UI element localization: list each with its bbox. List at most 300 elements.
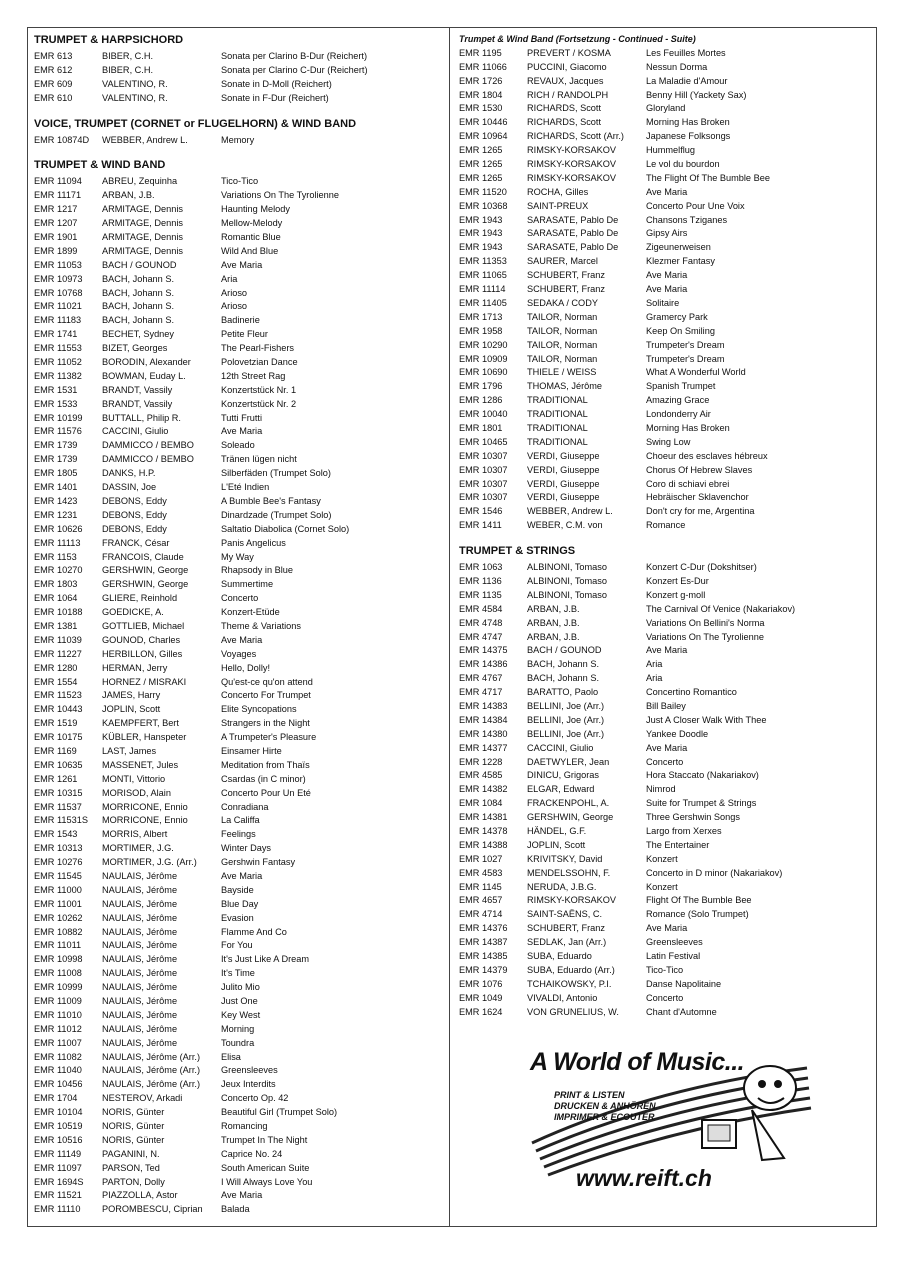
composer: HÄNDEL, G.F. — [527, 826, 587, 836]
composer: TRADITIONAL — [527, 422, 588, 433]
catalog-row — [459, 617, 869, 631]
title: Spanish Trumpet — [646, 381, 716, 392]
catalog-number: EMR 10443 — [34, 704, 83, 715]
catalog-number: EMR 10909 — [459, 353, 508, 364]
catalog-number: EMR 1423 — [34, 495, 78, 506]
catalog-row — [459, 311, 869, 325]
catalog-row — [34, 50, 444, 64]
catalog-number: EMR 1064 — [34, 593, 78, 604]
catalog-row — [34, 1176, 444, 1190]
composer: RICHARDS, Scott — [527, 103, 602, 114]
catalog-number: EMR 14384 — [459, 714, 508, 725]
catalog-number: EMR 1265 — [459, 159, 503, 170]
title: Theme & Variations — [221, 620, 301, 631]
catalog-number: EMR 4767 — [459, 673, 503, 684]
catalog-row — [34, 453, 444, 467]
catalog-number: EMR 10307 — [459, 478, 508, 489]
catalog-row — [459, 603, 869, 617]
title: Amazing Grace — [646, 395, 710, 406]
section-heading: TRUMPET & STRINGS — [459, 545, 576, 558]
catalog-number: EMR 11171 — [34, 190, 82, 201]
composer: PREVERT / KOSMA — [527, 47, 611, 58]
catalog-row — [34, 425, 444, 439]
composer: BACH / GOUNOD — [527, 645, 602, 656]
catalog-number: EMR 11000 — [34, 884, 82, 895]
composer: GOTTLIEB, Michael — [102, 620, 185, 631]
catalog-number: EMR 14381 — [459, 812, 508, 823]
composer: SCHUBERT, Franz — [527, 284, 605, 295]
composer: JAMES, Harry — [102, 690, 161, 701]
catalog-row — [459, 825, 869, 839]
composer: TAILOR, Norman — [527, 339, 598, 350]
catalog-row — [34, 370, 444, 384]
catalog-number: EMR 10104 — [34, 1107, 83, 1118]
catalog-row — [34, 134, 444, 148]
catalog-row — [34, 1051, 444, 1065]
catalog-number: EMR 1135 — [459, 589, 502, 600]
composer: TRADITIONAL — [527, 395, 588, 406]
catalog-row — [34, 1092, 444, 1106]
title: It's Just Like A Dream — [221, 954, 310, 965]
catalog-row — [459, 422, 869, 436]
catalog-row — [459, 144, 869, 158]
catalog-number: EMR 11382 — [34, 370, 82, 381]
catalog-number: EMR 1958 — [459, 325, 503, 336]
composer: NAULAIS, Jérôme (Arr.) — [102, 1051, 201, 1062]
catalog-number: EMR 10998 — [34, 954, 83, 965]
composer: VERDI, Giuseppe — [527, 464, 600, 475]
title: Beautiful Girl (Trumpet Solo) — [221, 1107, 338, 1118]
catalog-number: EMR 1530 — [459, 103, 503, 114]
title: Jeux Interdits — [221, 1079, 276, 1090]
catalog-row — [34, 1106, 444, 1120]
catalog-row — [459, 992, 869, 1006]
catalog-row — [459, 881, 869, 895]
catalog-row — [459, 922, 869, 936]
catalog-row — [459, 366, 869, 380]
title: Ave Maria — [646, 186, 688, 197]
catalog-row — [34, 551, 444, 565]
catalog-number: EMR 10964 — [459, 131, 508, 142]
catalog-row — [34, 620, 444, 634]
title: The Flight Of The Bumble Bee — [646, 172, 770, 183]
composer: BELLINI, Joe (Arr.) — [527, 728, 605, 739]
composer: BIZET, Georges — [102, 343, 168, 354]
catalog-number: EMR 11039 — [34, 634, 82, 645]
composer: VERDI, Giuseppe — [527, 450, 600, 461]
catalog-row — [34, 884, 444, 898]
composer: MORTIMER, J.G. (Arr.) — [102, 857, 197, 868]
title: Morning Has Broken — [646, 117, 730, 128]
composer: RIMSKY-KORSAKOV — [527, 172, 617, 183]
catalog-number: EMR 11001 — [34, 898, 82, 909]
catalog-row — [34, 967, 444, 981]
catalog-row — [459, 742, 869, 756]
catalog-number: EMR 11523 — [34, 690, 82, 701]
catalog-row — [34, 662, 444, 676]
composer: VIVALDI, Antonio — [527, 992, 598, 1003]
composer: JOPLIN, Scott — [102, 704, 161, 715]
catalog-row — [459, 644, 869, 658]
composer: LAST, James — [102, 745, 157, 756]
title: A Trumpeter's Pleasure — [221, 732, 317, 743]
title: La Maladie d'Amour — [646, 75, 728, 86]
title: Choeur des esclaves hébreux — [646, 450, 768, 461]
title: Meditation from Thaïs — [221, 759, 310, 770]
title: Wild And Blue — [221, 245, 279, 256]
catalog-number: EMR 1169 — [34, 745, 77, 756]
composer: TAILOR, Norman — [527, 325, 598, 336]
title: Voyages — [221, 648, 257, 659]
catalog-row — [459, 339, 869, 353]
composer: FRANCK, César — [102, 537, 170, 548]
title: Qu'est-ce qu'on attend — [221, 676, 313, 687]
composer: BACH, Johann S. — [102, 273, 175, 284]
catalog-number: EMR 11531S — [34, 815, 88, 826]
title: Haunting Melody — [221, 204, 290, 215]
catalog-row — [34, 175, 444, 189]
title: Ave Maria — [221, 634, 263, 645]
catalog-number: EMR 10368 — [459, 200, 508, 211]
composer: WEBBER, Andrew L. — [527, 506, 613, 517]
title: Konzert g-moll — [646, 589, 706, 600]
catalog-row — [34, 1037, 444, 1051]
composer: NAULAIS, Jérôme — [102, 926, 178, 937]
title: Csardas (in C minor) — [221, 773, 306, 784]
catalog-number: EMR 1063 — [459, 562, 503, 573]
catalog-number: EMR 14377 — [459, 742, 508, 753]
catalog-number: EMR 14379 — [459, 964, 508, 975]
composer: MONTI, Vittorio — [102, 773, 166, 784]
catalog-row — [459, 75, 869, 89]
title: Chant d'Automne — [646, 1006, 717, 1017]
composer: SAINT-PREUX — [527, 200, 589, 211]
catalog-row — [34, 342, 444, 356]
catalog-number: EMR 1943 — [459, 242, 503, 253]
catalog-row — [34, 1148, 444, 1162]
catalog-number: EMR 610 — [34, 92, 73, 103]
catalog-row — [34, 314, 444, 328]
catalog-number: EMR 1381 — [34, 620, 78, 631]
composer: ARMITAGE, Dennis — [102, 204, 184, 215]
composer: NAULAIS, Jérôme (Arr.) — [102, 1065, 201, 1076]
composer: RICHARDS, Scott (Arr.) — [527, 131, 624, 142]
title: Gramercy Park — [646, 311, 708, 322]
title: L'Eté Indien — [221, 482, 270, 493]
section-heading: VOICE, TRUMPET (CORNET or FLUGELHORN) & WIND BAND — [34, 117, 357, 130]
catalog-row — [34, 689, 444, 703]
catalog-row — [459, 936, 869, 950]
composer: KRIVITSKY, David — [527, 853, 603, 864]
title: Concerto — [221, 593, 259, 604]
section-heading: TRUMPET & WIND BAND — [34, 159, 166, 172]
catalog-row — [459, 269, 869, 283]
catalog-number: EMR 11007 — [34, 1037, 82, 1048]
catalog-row — [34, 842, 444, 856]
catalog-row — [34, 801, 444, 815]
catalog-row — [34, 189, 444, 203]
composer: RIMSKY-KORSAKOV — [527, 145, 617, 156]
title: Memory — [221, 134, 255, 145]
catalog-row — [459, 756, 869, 770]
composer: KAEMPFERT, Bert — [102, 718, 179, 729]
title: Hummelflug — [646, 145, 696, 156]
title: Trumpeter's Dream — [646, 353, 725, 364]
catalog-number: EMR 11008 — [34, 968, 82, 979]
composer: RICH / RANDOLPH — [527, 89, 609, 100]
composer: KÜBLER, Hanspeter — [102, 732, 187, 743]
composer: TAILOR, Norman — [527, 353, 598, 364]
catalog-row — [459, 353, 869, 367]
title: Ave Maria — [646, 645, 688, 656]
catalog-row — [459, 464, 869, 478]
title: It's Time — [221, 968, 255, 979]
title: Aria — [221, 273, 238, 284]
composer: ARMITAGE, Dennis — [102, 245, 184, 256]
composer: MORRICONE, Ennio — [102, 815, 188, 826]
logo-url: www.reift.ch — [576, 1165, 712, 1191]
catalog-number: EMR 10516 — [34, 1134, 83, 1145]
title: Nimrod — [646, 784, 676, 795]
composer: BOWMAN, Euday L. — [102, 370, 186, 381]
catalog-row — [34, 939, 444, 953]
title: Konzertstück Nr. 2 — [221, 398, 297, 409]
catalog-row — [34, 926, 444, 940]
title: Swing Low — [646, 436, 691, 447]
catalog-row — [459, 297, 869, 311]
composer: BORODIN, Alexander — [102, 357, 191, 368]
composer: ALBINONI, Tomaso — [527, 575, 607, 586]
composer: DINICU, Grigoras — [527, 770, 599, 781]
catalog-number: EMR 11520 — [459, 186, 507, 197]
composer: RIMSKY-KORSAKOV — [527, 159, 617, 170]
catalog-row — [459, 700, 869, 714]
catalog-number: EMR 11094 — [34, 176, 82, 187]
composer: NAULAIS, Jérôme — [102, 898, 178, 909]
catalog-number: EMR 10315 — [34, 787, 83, 798]
catalog-number: EMR 1554 — [34, 676, 78, 687]
composer: BRANDT, Vassily — [102, 384, 173, 395]
catalog-number: EMR 11537 — [34, 801, 82, 812]
composer: NAULAIS, Jérôme — [102, 996, 178, 1006]
catalog-row — [34, 995, 444, 1009]
catalog-number: EMR 4747 — [459, 631, 503, 642]
catalog-row — [34, 259, 444, 273]
catalog-row — [34, 634, 444, 648]
title: Silberfäden (Trumpet Solo) — [221, 468, 331, 479]
catalog-number: EMR 11021 — [34, 301, 82, 312]
catalog-row — [459, 978, 869, 992]
catalog-row — [34, 953, 444, 967]
title: Tutti Frutti — [221, 412, 263, 423]
logo-line-imprimer: IMPRIMER & ECOUTER — [554, 1112, 655, 1122]
title: Hebräischer Sklavenchor — [646, 492, 749, 503]
composer: MASSENET, Jules — [102, 759, 179, 770]
catalog-row — [34, 981, 444, 995]
title: Variations On The Tyrolienne — [221, 190, 339, 201]
catalog-number: EMR 10290 — [459, 339, 508, 350]
composer: DANKS, H.P. — [102, 468, 156, 479]
catalog-number: EMR 612 — [34, 64, 73, 75]
catalog-row — [34, 912, 444, 926]
composer: JOPLIN, Scott — [527, 839, 586, 850]
catalog-row — [459, 1006, 869, 1020]
catalog-number: EMR 10307 — [459, 492, 508, 503]
title: Conradiana — [221, 801, 269, 812]
catalog-row — [459, 519, 869, 533]
composer: GOUNOD, Charles — [102, 634, 181, 645]
catalog-number: EMR 1531 — [34, 384, 78, 395]
title: Ave Maria — [221, 426, 263, 437]
title: Japanese Folksongs — [646, 131, 731, 142]
catalog-number: EMR 1519 — [34, 718, 78, 729]
catalog-row — [459, 450, 869, 464]
composer: NAULAIS, Jérôme — [102, 912, 178, 923]
catalog-row — [34, 287, 444, 301]
section-heading: TRUMPET & HARPSICHORD — [34, 34, 184, 46]
composer: BACH, Johann S. — [102, 287, 175, 298]
catalog-number: EMR 1804 — [459, 89, 503, 100]
composer: HERMAN, Jerry — [102, 662, 168, 673]
composer: ALBINONI, Tomaso — [527, 562, 607, 573]
catalog-row — [34, 273, 444, 287]
catalog-number: EMR 1265 — [459, 145, 503, 156]
title: Concerto Op. 42 — [221, 1093, 289, 1104]
catalog-row — [459, 102, 869, 116]
catalog-number: EMR 10262 — [34, 912, 83, 923]
catalog-number: EMR 11040 — [34, 1065, 82, 1076]
right-sections — [459, 544, 869, 1019]
title: Keep On Smiling — [646, 325, 715, 336]
title: Klezmer Fantasy — [646, 256, 715, 267]
composer: TAILOR, Norman — [527, 311, 598, 322]
catalog-row — [34, 1023, 444, 1037]
catalog-row — [459, 283, 869, 297]
catalog-number: EMR 14385 — [459, 951, 508, 962]
composer: SCHUBERT, Franz — [527, 270, 605, 281]
title: Greensleeves — [221, 1065, 278, 1076]
title: Don't cry for me, Argentina — [646, 506, 755, 517]
composer: VERDI, Giuseppe — [527, 492, 600, 503]
catalog-number: EMR 1739 — [34, 440, 78, 451]
catalog-number: EMR 1261 — [34, 773, 78, 784]
catalog-row — [459, 505, 869, 519]
catalog-number: EMR 10276 — [34, 857, 83, 868]
composer: BIBER, C.H. — [102, 51, 154, 61]
catalog-row — [459, 186, 869, 200]
catalog-row — [459, 769, 869, 783]
catalog-number: EMR 10307 — [459, 464, 508, 475]
catalog-number: EMR 10882 — [34, 926, 83, 937]
title: Arioso — [221, 287, 248, 298]
catalog-row — [34, 731, 444, 745]
title: Gloryland — [646, 103, 686, 114]
composer: MORTIMER, J.G. — [102, 843, 174, 854]
composer: PUCCINI, Giacomo — [527, 61, 607, 72]
composer: ARBAN, J.B. — [527, 631, 580, 642]
catalog-number: EMR 1195 — [459, 47, 502, 58]
catalog-number: EMR 10519 — [34, 1121, 83, 1132]
catalog-number: EMR 1739 — [34, 454, 78, 465]
catalog-number: EMR 10635 — [34, 759, 83, 770]
title: Hora Staccato (Nakariakov) — [646, 770, 759, 781]
catalog-row — [34, 1120, 444, 1134]
composer: BECHET, Sydney — [102, 329, 174, 340]
catalog-row — [459, 255, 869, 269]
catalog-number: EMR 1901 — [34, 232, 78, 243]
catalog-number: EMR 1228 — [459, 756, 503, 767]
composer: ALBINONI, Tomaso — [527, 589, 607, 600]
title: Tico-Tico — [221, 176, 259, 187]
catalog-number: EMR 1533 — [34, 398, 78, 409]
continued-catalog-list — [459, 47, 869, 533]
catalog-row — [34, 384, 444, 398]
composer: NAULAIS, Jérôme — [102, 1023, 178, 1034]
catalog-row — [34, 300, 444, 314]
composer: NAULAIS, Jérôme — [102, 870, 178, 881]
composer: SARASATE, Pablo De — [527, 242, 619, 253]
title: Aria — [646, 673, 663, 684]
title: The Pearl-Fishers — [221, 343, 295, 354]
composer: NAULAIS, Jérôme — [102, 1009, 178, 1020]
composer: MORISOD, Alain — [102, 787, 171, 798]
catalog-row — [459, 478, 869, 492]
catalog-row — [34, 787, 444, 801]
title: My Way — [221, 551, 254, 562]
catalog-number: EMR 1741 — [34, 329, 78, 340]
title: Morning — [221, 1023, 255, 1034]
catalog-number: EMR 14376 — [459, 923, 508, 934]
catalog-row — [459, 839, 869, 853]
catalog-number: EMR 14375 — [459, 645, 508, 656]
catalog-number: EMR 1796 — [459, 381, 503, 392]
catalog-row — [34, 564, 444, 578]
title: Ave Maria — [646, 270, 688, 281]
catalog-row — [34, 606, 444, 620]
composer: SEDLAK, Jan (Arr.) — [527, 937, 607, 948]
composer: TRADITIONAL — [527, 436, 588, 447]
composer: PAGANINI, N. — [102, 1148, 160, 1159]
catalog-row — [459, 116, 869, 130]
composer: NAULAIS, Jérôme — [102, 884, 178, 895]
catalog-number: EMR 11053 — [34, 259, 82, 270]
catalog-number: EMR 14387 — [459, 937, 508, 948]
composer: BRANDT, Vassily — [102, 398, 173, 409]
title: Zigeunerweisen — [646, 242, 711, 253]
title: Dinardzade (Trumpet Solo) — [221, 509, 332, 520]
logo-line-drucken: DRUCKEN & ANHÖREN — [554, 1101, 656, 1111]
title: Morning Has Broken — [646, 422, 730, 433]
composer: SEDAKA / CODY — [527, 297, 598, 308]
catalog-row — [34, 759, 444, 773]
composer: THOMAS, Jérôme — [527, 381, 603, 392]
catalog-number: EMR 11110 — [34, 1204, 81, 1215]
catalog-number: EMR 11183 — [34, 315, 82, 326]
title: Evasion — [221, 912, 254, 923]
catalog-number: EMR 11009 — [34, 996, 82, 1006]
composer: GERSHWIN, George — [102, 565, 189, 576]
title: Tränen lügen nicht — [221, 454, 297, 465]
composer: ARBAN, J.B. — [527, 617, 580, 628]
title: Sonata per Clarino B-Dur (Reichert) — [221, 51, 368, 61]
title: Gipsy Airs — [646, 228, 688, 239]
catalog-number: EMR 4748 — [459, 617, 503, 628]
catalog-number: EMR 11011 — [34, 940, 82, 951]
composer: TRADITIONAL — [527, 409, 588, 420]
catalog-number: EMR 10874D — [34, 134, 90, 145]
catalog-row — [459, 811, 869, 825]
composer: DAMMICCO / BEMBO — [102, 454, 194, 465]
